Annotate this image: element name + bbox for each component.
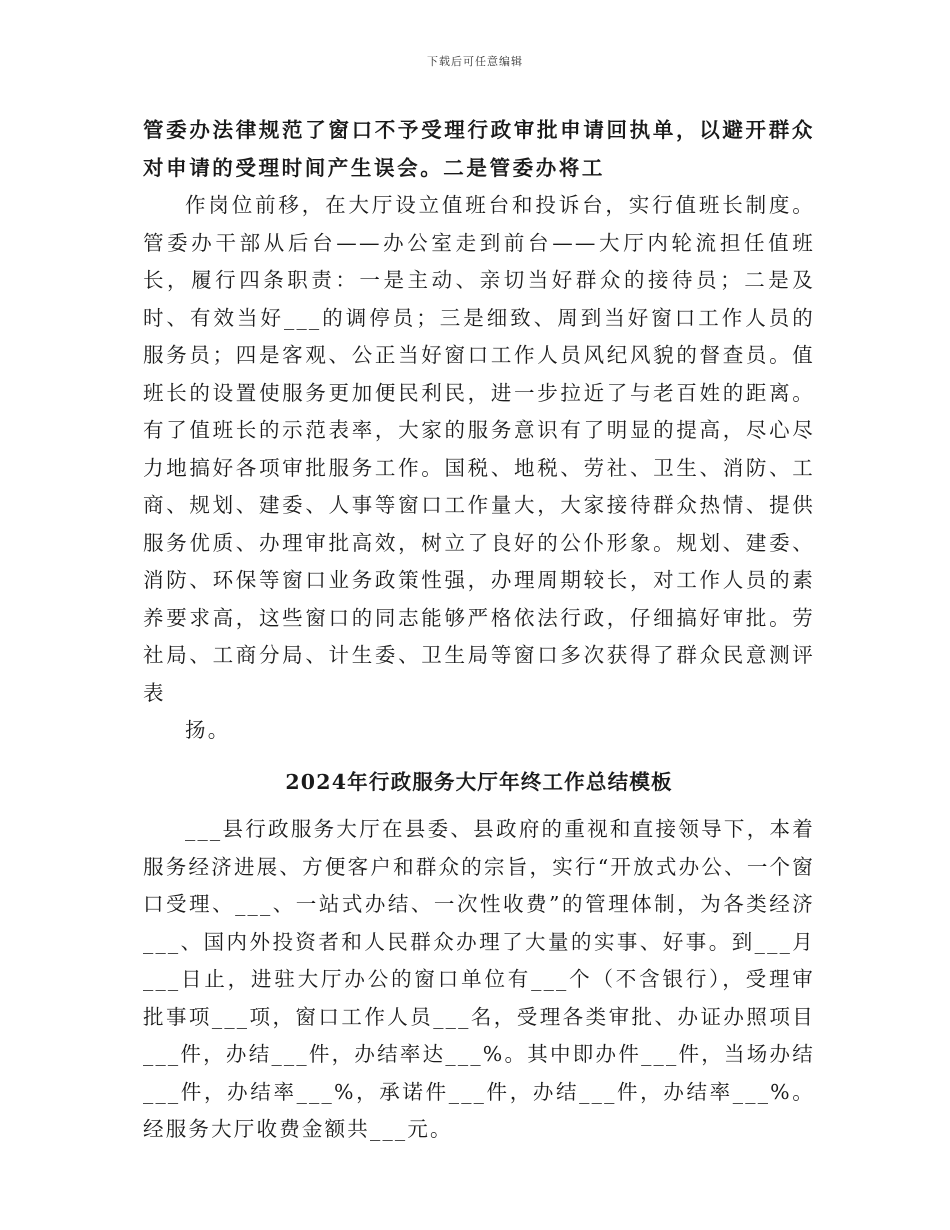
bold-intro-paragraph: 管委办法律规范了窗口不予受理行政审批申请回执单，以避开群众对申请的受理时间产生误会。二是管委办将工 bbox=[143, 118, 815, 180]
document-body bbox=[143, 112, 815, 1149]
body-paragraph-1: 作岗位前移，在大厅设立值班台和投诉台，实行值班长制度。管委办干部从后台——办公室走到前台——大厅内轮流担任值班长，履行四条职责：一是主动、亲切当好群众的接待员；二是及时、有效当好___的调停员；三是细致、周到当好窗口工作人员的服务员；四是客观、公正当好窗口工作人员风纪风貌的督查员。值班长的设置使服务更加便民利民，进一步拉近了与老百姓的距离。有了值班长的示范表率，大家的服务意识有了明显的提高，尽心尽力地搞好各项审批服务工作。国税、地税、劳社、卫生、消防、工商、规划、建委、人事等窗口工作量大，大家接待群众热情、提供服务优质、办理审批高效，树立了良好的公仆形象。规划、建委、消防、环保等窗口业务政策性强，办理周期较长，对工作人员的素养要求高，这些窗口的同志能够严格依法行政，仔细搞好审批。劳社局、工商分局、计生委、卫生局等窗口多次获得了群众民意测评表 bbox=[143, 193, 815, 705]
header-note: 下载后可任意编辑 bbox=[427, 55, 523, 68]
body-paragraph-2: ___县行政服务大厅在县委、县政府的重视和直接领导下，本着服务经济进展、方便客户和群众的宗旨，实行“开放式办公、一个窗口受理、___、一站式办结、一次性收费”的管理体制，为各类经济___、国内外投资者和人民群众办理了大量的实事、好事。到___月___日止，进驻大厅办公的窗口单位有___个（不含银行），受理审批事项___项，窗口工作人员___名，受理各类审批、办证办照项目___件，办结___件，办结率达___%。其中即办件___件，当场办结___件，办结率___%，承诺件___件，办结___件，办结率___%。经服务大厅收费金额共___元。 bbox=[143, 817, 815, 1141]
section-title: 2024年行政服务大厅年终工作总结模板 bbox=[285, 769, 673, 794]
paragraph-tail: 扬。 bbox=[185, 718, 231, 742]
